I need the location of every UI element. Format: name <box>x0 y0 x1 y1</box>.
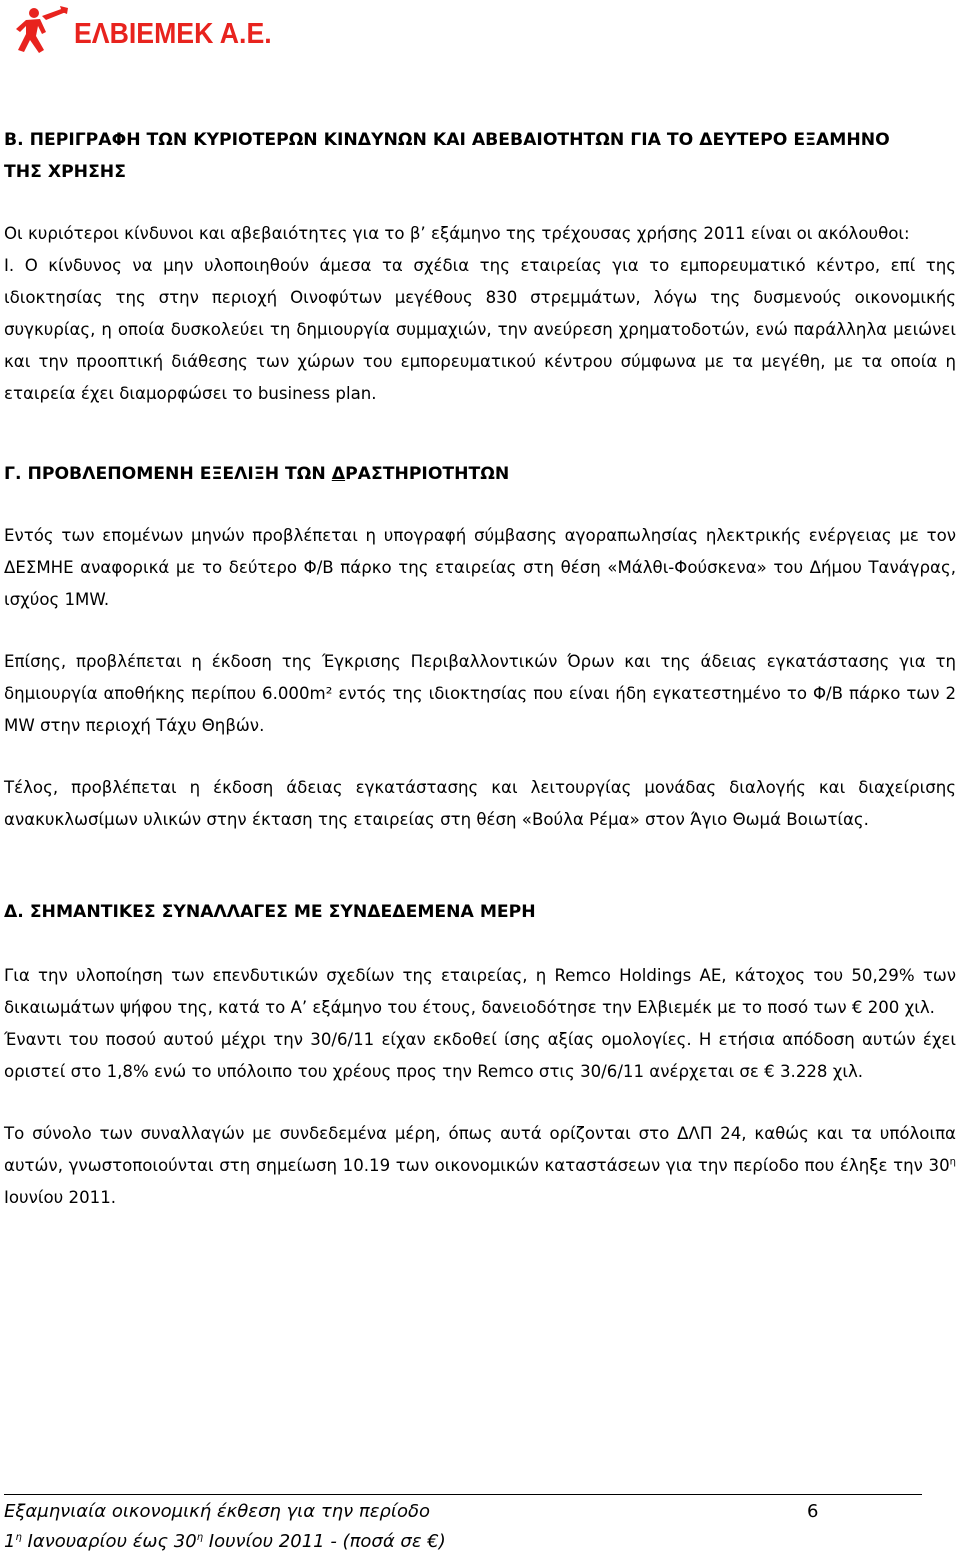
section-c-para-2: Επίσης, προβλέπεται η έκδοση της Έγκρισης Περιβαλλοντικών Όρων και της άδειας εγκατάστασης για τη δημιουργία αποθήκης περίπου 6.000m² εντός της ιδιοκτησίας που είναι ήδη εγκατεστημένο το Φ/Β πάρκο των 2 MW στην περιοχή Τάχυ Θηβών. <box>4 652 956 735</box>
section-d-para-2: Έναντι του ποσού αυτού μέχρι την 30/6/11 είχαν εκδοθεί ίσης αξίας ομολογίες. Η ετήσια απόδοση αυτών έχει οριστεί στο 1,8% ενώ το υπόλοιπο του χρέους προς την Remco στις 30/6/11 ανέρχεται σε € 3.228 χιλ. <box>4 1030 956 1081</box>
footer-period-sup2: η <box>196 1532 204 1543</box>
section-d-para-1: Για την υλοποίηση των επενδυτικών σχεδίων της εταιρείας, η Remco Holdings AE, κάτοχος του 50,29% των δικαιωμάτων ψήφου της, κατά το Α’ εξάμηνο του έτους, δανειοδότησε την Ελβιεμέκ με το ποσό των € 200 χιλ. <box>4 966 956 1017</box>
footer-period <box>4 1529 446 1555</box>
section-b-title <box>4 124 956 188</box>
section-c-title <box>4 458 956 490</box>
section-c-para-3: Τέλος, προβλέπεται η έκδοση άδειας εγκατάστασης και λειτουργίας μονάδας διαλογής και διαχείρισης ανακυκλωσίμων υλικών στην έκταση της εταιρείας στη θέση «Βούλα Ρέμα» στον Άγιο Θωμά Βοιωτίας. <box>4 778 956 829</box>
section-d-para-3-end: Ιουνίου 2011. <box>4 1188 117 1207</box>
section-c-para-1: Εντός των επομένων μηνών προβλέπεται η υπογραφή σύμβασης αγοραπωλησίας ηλεκτρικής ενέργειας με τον ΔΕΣΜΗΕ αναφορικά με το δεύτερο Φ/Β πάρκο της εταιρείας στη θέση «Μάλθι-Φούσκενα» του Δήμου Τανάγρας, ισχύος 1MW. <box>4 526 956 609</box>
section-b-item-1: Ι. Ο κίνδυνος να μην υλοποιηθούν άμεσα τα σχέδια της εταιρείας για το εμπορευματικό κέντρο, επί της ιδιοκτησίας της στην περιοχή Οινοφύτων μεγέθους 830 στρεμμάτων, λόγω της δυσμενούς οικονομικής συγκυρίας, η οποία δυσκολεύει τη δημιουργία συμμαχιών, την ανεύρεση χρηματοδοτών, ενώ παράλληλα μειώνει και την προοπτική διάθεσης των χώρων του εμπορευματικού κέντρου σύμφωνα με τα μεγέθη, με τα οποία η εταιρεία έχει διαμορφώσει το business plan. <box>4 256 956 403</box>
section-b-title-line1: Β. ΠΕΡΙΓΡΑΦΗ ΤΩΝ ΚΥΡΙΟΤΕΡΩΝ ΚΙΝΔΥΝΩΝ ΚΑΙ ΑΒΕΒΑΙΟΤΗΤΩΝ ΓΙΑ ΤΟ ΔΕΥΤΕΡΟ ΕΞΑΜΗΝΟ <box>4 130 890 150</box>
footer-period-sup1: η <box>15 1532 22 1543</box>
section-d-para-3-sup: η <box>949 1156 956 1168</box>
logo-wordmark: ΕΛΒΙΕΜΕΚ Α.Ε. <box>74 18 272 50</box>
section-d-para-3 <box>4 1118 956 1214</box>
section-d-title: Δ. ΣΗΜΑΝΤΙΚΕΣ ΣΥΝΑΛΛΑΓΕΣ ΜΕ ΣΥΝΔΕΔΕΜΕΝΑ ΜΕΡΗ <box>4 902 536 922</box>
section-c-title-underlined: Δ <box>331 464 346 484</box>
footer-report-title: Εξαμηνιαία οικονομική έκθεση για την περίοδο <box>4 1501 430 1522</box>
footer-period-a: 1 <box>4 1531 16 1552</box>
footer-divider <box>4 1494 922 1495</box>
company-logo <box>12 6 312 54</box>
footer-page-number: 6 <box>807 1501 819 1522</box>
footer-period-c: Ιουνίου 2011 - (ποσά σε €) <box>203 1531 446 1552</box>
section-c-title-prefix: Γ. ΠΡΟΒΛΕΠΟΜΕΝΗ ΕΞΕΛΙΞΗ ΤΩΝ <box>4 464 332 484</box>
section-b-title-line2: ΤΗΣ ΧΡΗΣΗΣ <box>4 162 126 182</box>
section-c-title-suffix: ΡΑΣΤΗΡΙΟΤΗΤΩΝ <box>345 464 510 484</box>
section-b-intro: Οι κυριότεροι κίνδυνοι και αβεβαιότητες για το β’ εξάμηνο της τρέχουσας χρήσης 2011 είναι οι ακόλουθοι: <box>4 224 910 243</box>
worker-icon <box>12 6 72 54</box>
footer-period-b: Ιανουαρίου έως 30 <box>21 1531 197 1552</box>
section-d-para-3-main: Το σύνολο των συναλλαγών με συνδεδεμένα μέρη, όπως αυτά ορίζονται στο ΔΛΠ 24, καθώς και τα υπόλοιπα αυτών, γνωστοποιούνται στη σημείωση 10.19 των οικονομικών καταστάσεων για την περίοδο που έληξε την 30 <box>4 1124 956 1175</box>
document-body <box>4 124 956 1214</box>
